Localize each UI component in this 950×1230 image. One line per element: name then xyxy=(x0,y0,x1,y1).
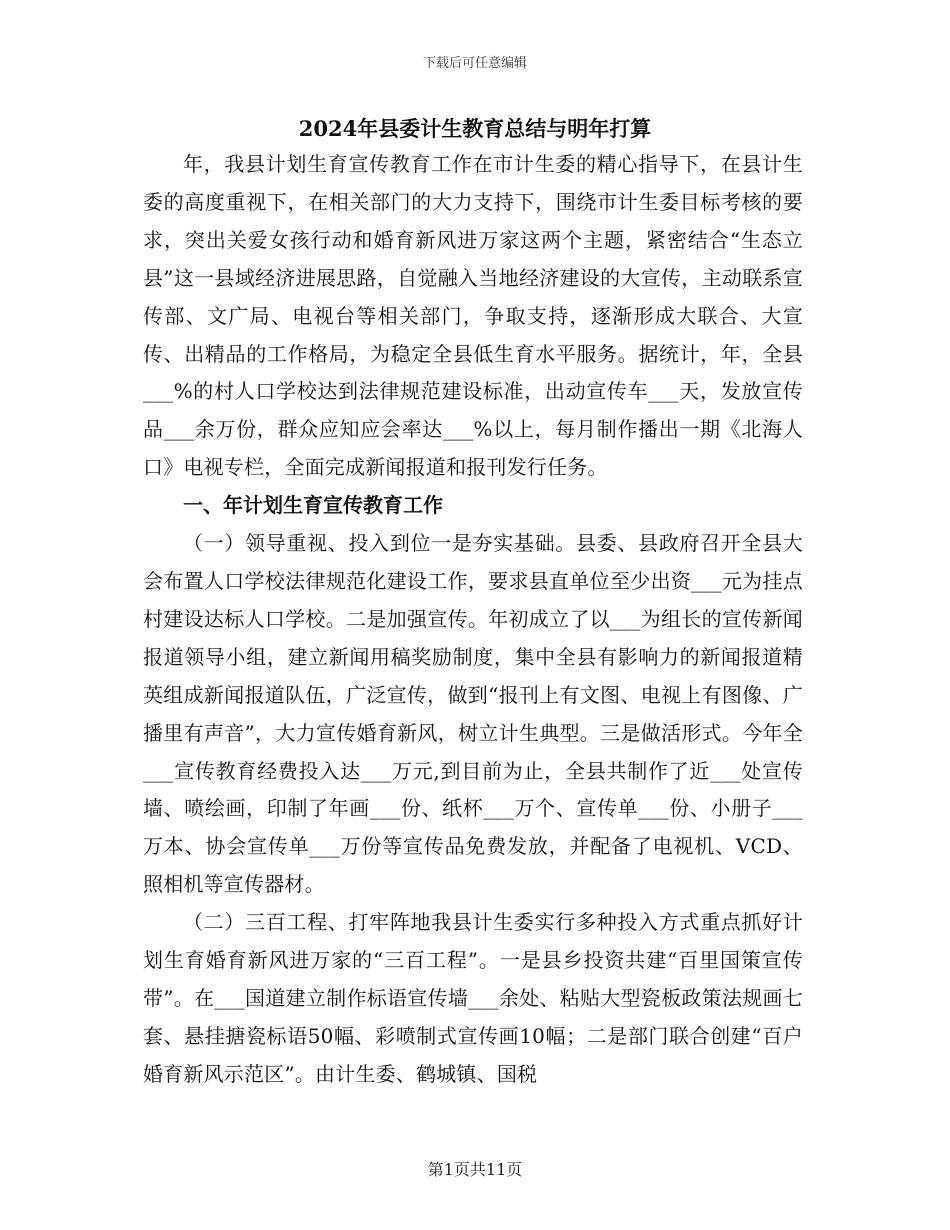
section-heading: 一、年计划生育宣传教育工作 xyxy=(183,493,443,518)
document-title: 2024年县委计生教育总结与明年打算 xyxy=(298,116,652,141)
page-number-footer: 第1页共11页 xyxy=(427,1160,523,1179)
body-paragraph: （一）领导重视、投入到位一是夯实基础。县委、县政府召开全县大会布置人口学校法律规范化建设工作，要求县直单位至少出资___元为挂点村建设达标人口学校。二是加强宣传。年初成立了以___为组长的宣传新闻报道领导小组，建立新闻用稿奖励制度，集中全县有影响力的新闻报道精英组成新闻报道队伍，广泛宣传，做到“报刊上有文图、电视上有图像、广播里有声音”，大力宣传婚育新风，树立计生典型。三是做活形式。今年全___宣传教育经费投入达___万元,到目前为止，全县共制作了近___处宣传墙、喷绘画，印制了年画___份、纸杯___万个、宣传单___份、小册子___万本、协会宣传单___万份等宣传品免费发放，并配备了电视机、VCD、照相机等宣传器材。 xyxy=(143,531,803,897)
intro-paragraph: 年，我县计划生育宣传教育工作在市计生委的精心指导下，在县计生委的高度重视下，在相关部门的大力支持下，围绕市计生委目标考核的要求，突出关爱女孩行动和婚育新风进万家这两个主题，紧密结合“生态立县”这一县域经济进展思路，自觉融入当地经济建设的大宣传，主动联系宣传部、文广局、电视台等相关部门，争取支持，逐渐形成大联合、大宣传、出精品的工作格局，为稳定全县低生育水平服务。据统计，年，全县___%的村人口学校达到法律规范建设标准，出动宣传车___天，发放宣传品___余万份，群众应知应会率达___%以上，每月制作播出一期《北海人口》电视专栏，全面完成新闻报道和报刊发行任务。 xyxy=(143,152,803,480)
body-paragraph: （二）三百工程、打牢阵地我县计生委实行多种投入方式重点抓好计划生育婚育新风进万家的“三百工程”。一是县乡投资共建“百里国策宣传带”。在___国道建立制作标语宣传墙___余处、粘贴大型瓷板政策法规画七套、悬挂搪瓷标语50幅、彩喷制式宣传画10幅；二是部门联合创建“百户婚育新风示范区”。由计生委、鹤城镇、国税 xyxy=(143,910,803,1086)
document-body xyxy=(143,146,803,1094)
page-header-note: 下载后可任意编辑 xyxy=(422,56,527,71)
